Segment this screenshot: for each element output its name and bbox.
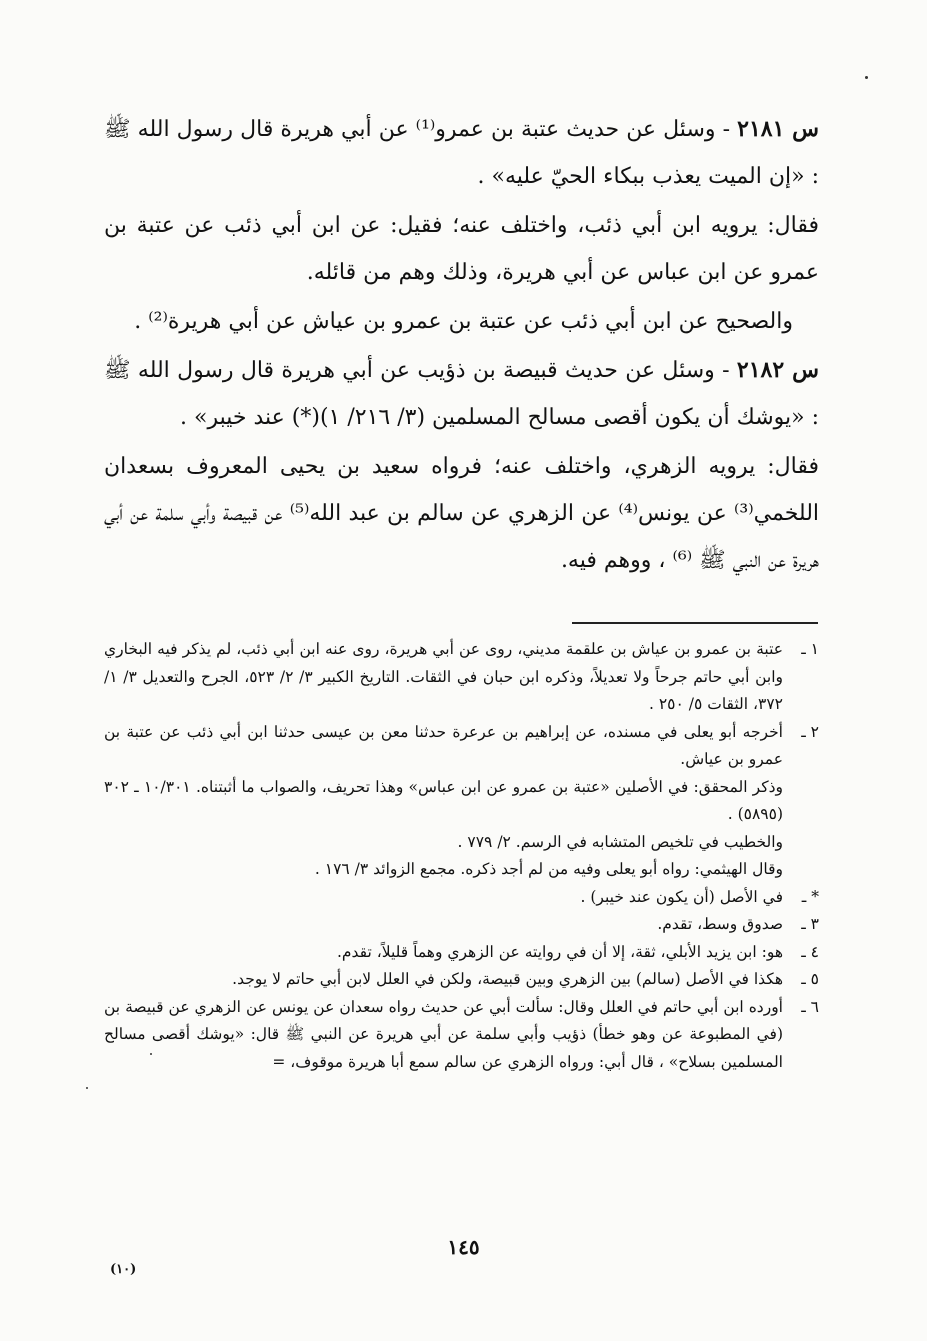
scan-speck: [150, 1053, 152, 1055]
footnote-3: [104, 911, 819, 939]
footnote-marker: ٦ ـ: [801, 997, 819, 1016]
footnote-2-continuation: وقال الهيثمي: رواه أبو يعلى وفيه من لم أجد ذكره. مجمع الزوائد ٣/ ١٧٦ .: [314, 860, 783, 878]
footnotes: [104, 636, 819, 1076]
question-text: - وسئل عن حديث عتبة بن عمرو⁽¹⁾ عن أبي هريرة قال رسول الله ﷺ : «إن الميت يعذب ببكاء الحيّ عليه» .: [104, 117, 819, 189]
footnote-6: [104, 994, 819, 1077]
footnote-text: أخرجه أبو يعلى في مسنده، عن إبراهيم بن عرعرة حدثنا معن بن عيسى حدثنا ابن أبي ذئب عن عتبة بن عمرو بن عياش.: [104, 722, 783, 768]
footnote-marker: ٢ ـ: [801, 722, 819, 741]
answer-2182-paragraph: فقال: يرويه الزهري، واختلف عنه؛ فرواه سعيد بن يحيى المعروف بسعدان اللخمي⁽³⁾ عن يونس⁽⁴⁾ عن الزهري عن سالم بن عبد الله⁽⁵⁾ عن قبيصة وأبي سلمة عن أبي هريرة عن النبي ﷺ ⁽⁶⁾ ، ووهم فيه.: [104, 454, 820, 573]
signature-mark: (١٠): [110, 1262, 137, 1277]
footnote-separator: [572, 622, 818, 624]
footnote-marker: ٥ ـ: [801, 970, 819, 988]
scan-speck: [865, 76, 868, 79]
footnote-text: عتبة بن عمرو بن عياش بن علقمة مديني، روى عن أبي هريرة، روى عنه ابن أبي ذئب، لم يذكر فيه البخاري وابن أبي حاتم جرحاً ولا تعديلاً، وذكره ابن حبان في الثقات. التاريخ الكبير ٣/ ٢/ ٥٢٣، الجرح والتعديل ٣/ ١/ ٣٧٢، الثقات ٥/ ٢٥٠ .: [104, 640, 783, 713]
main-text: [104, 106, 819, 586]
footnote-text: صدوق وسط، تقدم.: [657, 915, 783, 933]
footnote-text: هو: ابن يزيد الأبلي، ثقة، إلا أن في روايته عن الزهري وهماً قليلاً، تقدم.: [336, 942, 783, 961]
question-number: س ٢١٨١: [737, 116, 819, 142]
footnote-2-continuation: والخطيب في تلخيص المتشابه في الرسم. ٢/ ٧٧٩ .: [457, 832, 783, 851]
question-text: - وسئل عن حديث قبيصة بن ذؤيب عن أبي هريرة قال رسول الله ﷺ : «يوشك أن يكون أقصى مسالح المسلمين (٣/ ٢١٦/ ١)(*) عند خيبر» .: [104, 358, 819, 430]
footnote-text: أورده ابن أبي حاتم في العلل وقال: سألت أبي عن حديث رواه سعدان عن يونس عن الزهري عن قبيصة بن (في المطبوعة عن وهو خطأ) ذؤيب وأبي سلمة عن أبي هريرة عن النبي ﷺ قال: «يوشك أقصى مسالح المسلمين بسلاح» ، قال أبي: ورواه الزهري عن سالم سمع أبا هريرة موقوف، =: [104, 997, 783, 1071]
footnote-4: [104, 939, 819, 967]
footnote-1: [104, 636, 819, 719]
footnote-2-continuation: وذكر المحقق: في الأصلين «عتبة بن عمرو عن ابن عباس» وهذا تحريف، والصواب ما أثبتناه. ١٠/٣٠١ ـ ٣٠٢ (٥٨٩٥) .: [104, 777, 783, 823]
question-2182: [104, 347, 819, 441]
footnote-marker: ٣ ـ: [801, 915, 819, 933]
question-number: س ٢١٨٢: [736, 357, 820, 383]
answer-2181-paragraph-2: والصحيح عن ابن أبي ذئب عن عتبة بن عمرو بن عياش عن أبي هريرة⁽²⁾ .: [134, 309, 793, 334]
footnote-marker: ٤ ـ: [801, 942, 819, 961]
footnote-text: في الأصل (أن يكون عند خيبر) .: [580, 887, 783, 906]
answer-2181-paragraph-1: فقال: يرويه ابن أبي ذئب، واختلف عنه؛ فقيل: عن ابن أبي ذئب عن عتبة بن عمرو عن ابن عباس عن أبي هريرة، وذلك وهم من قائله.: [104, 213, 819, 285]
footnote-text: هكذا في الأصل (سالم) بين الزهري وبين قبيصة، ولكن في العلل لابن أبي حاتم لا يوجد.: [232, 970, 783, 988]
footnote-5: [104, 966, 819, 994]
footnote-marker: * ـ: [801, 887, 819, 906]
footnote-marker: ١ ـ: [801, 640, 819, 658]
question-2181: [104, 106, 819, 200]
scan-speck: [86, 1087, 88, 1089]
footnote-2: [104, 719, 819, 774]
footnote-star: [104, 884, 819, 912]
page-number: ١٤٥: [447, 1235, 480, 1259]
